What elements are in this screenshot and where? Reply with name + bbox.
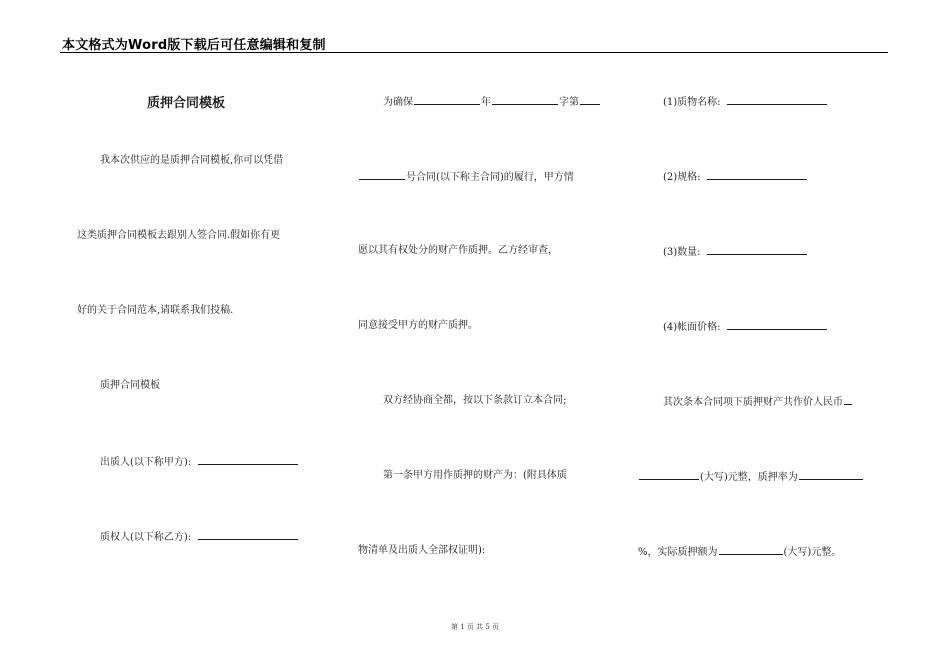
pledgor-blank — [198, 455, 298, 465]
col2-text-1b: 年 — [481, 97, 491, 108]
pledgor-label: 出质人(以下称甲方): — [100, 457, 192, 468]
col3-text-6: (大写)元整，质押率为 — [700, 472, 798, 483]
intro-line-2: 这类质押合同模板去跟别人签合同.假如你有更 — [77, 230, 281, 241]
page-number: 第 1 页 共 5 页 — [450, 623, 500, 631]
section-heading: 质押合同模板 — [100, 380, 160, 391]
item-1-label: (1)质物名称: — [663, 97, 721, 108]
document-header: 本文格式为Word版下载后可任意编辑和复制 — [62, 38, 326, 53]
col3-line-5 — [663, 395, 853, 409]
document-title: 质押合同模板 — [147, 96, 226, 111]
col2-line-2 — [358, 170, 574, 184]
pledgee-line — [100, 530, 299, 544]
blank-6 — [639, 470, 699, 480]
col2-line-6: 第一条甲方用作质押的财产为：(附具体质 — [383, 470, 567, 481]
header-divider — [60, 52, 888, 53]
item-3-label: (3)数量: — [663, 247, 701, 258]
col3-text-7a: %，实际质押额为 — [638, 547, 718, 558]
pledgee-blank — [198, 530, 298, 540]
item-3 — [663, 245, 808, 259]
intro-line-1: 我本次供应的是质押合同模板,你可以凭借 — [100, 155, 284, 166]
col2-line-4: 同意接受甲方的财产质押。 — [358, 320, 478, 331]
blank-8 — [719, 545, 783, 555]
item-4-label: (4)帐面价格: — [663, 322, 721, 333]
pledgee-label: 质权人(以下称乙方): — [100, 532, 192, 543]
blank-2 — [492, 95, 558, 105]
blank-7 — [799, 470, 863, 480]
item-3-blank — [707, 245, 807, 255]
item-1-blank — [727, 95, 827, 105]
blank-5 — [844, 395, 852, 405]
col2-line-7: 物清单及出质人全部权证明): — [358, 545, 486, 556]
col2-text-1c: 字第 — [559, 97, 579, 108]
item-4 — [663, 320, 828, 334]
item-1 — [663, 95, 828, 109]
col3-line-7 — [638, 545, 841, 559]
col3-text-5: 其次条本合同项下质押财产共作价人民币 — [663, 397, 843, 408]
item-2 — [663, 170, 808, 184]
item-2-blank — [707, 170, 807, 180]
col2-text-1a: 为确保 — [383, 97, 413, 108]
item-2-label: (2)规格: — [663, 172, 701, 183]
col3-line-6 — [638, 470, 864, 484]
col2-text-2: 号合同(以下称主合同)的履行，甲方情 — [406, 172, 574, 183]
col2-line-1 — [383, 95, 601, 109]
item-4-blank — [727, 320, 827, 330]
blank-1 — [414, 95, 480, 105]
blank-3 — [580, 95, 600, 105]
intro-line-3: 好的关于合同范本,请联系我们投稿. — [77, 305, 234, 316]
col2-line-5: 双方经协商全都，按以下条款订立本合同; — [383, 395, 567, 406]
blank-4 — [359, 170, 405, 180]
pledgor-line — [100, 455, 299, 469]
col2-line-3: 愿以其有权处分的财产作质押。乙方经审查， — [358, 245, 558, 256]
col3-text-7b: (大写)元整。 — [783, 547, 842, 558]
